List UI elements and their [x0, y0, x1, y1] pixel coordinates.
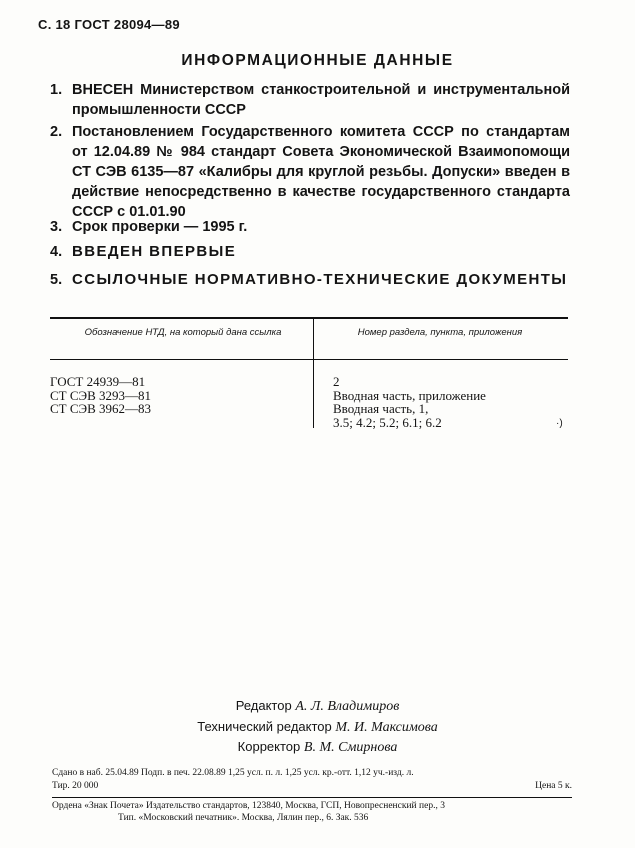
table-column-left: [50, 375, 151, 416]
imprint-line-2: [52, 781, 572, 791]
info-item-3: [50, 217, 570, 237]
table-cell: СТ СЭВ 3962—83: [50, 401, 152, 416]
table-column-right: [333, 375, 486, 429]
imprint-circulation: Тир. 20 000: [52, 781, 99, 791]
item-number: 3.: [50, 219, 63, 235]
credit-line: [0, 696, 635, 717]
item-text: ВНЕСЕН Министерством станкостроительной и инструментальной промышленности СССР: [72, 82, 570, 118]
table-cell: СТ СЭВ 3293—81: [50, 387, 152, 403]
table-top-rule: [50, 317, 568, 319]
item-number: 2.: [50, 124, 63, 140]
credit-role: Корректор: [237, 739, 301, 754]
table-header-rule: [50, 359, 568, 360]
imprint-price: Цена 5 к.: [535, 781, 572, 791]
imprint-line-3: Ордена «Знак Почета» Издательство стандартов, 123840, Москва, ГСП, Новопресненский пер., 3: [52, 801, 445, 811]
credit-name: М. И. Максимова: [335, 719, 438, 735]
credit-line: [0, 717, 635, 738]
table-cell: Вводная часть, 1,: [333, 401, 429, 416]
item-text: ВВЕДЕН ВПЕРВЫЕ: [72, 243, 237, 260]
table-cell: ГОСТ 24939—81: [50, 374, 146, 389]
info-item-2: [50, 122, 570, 222]
table-header-left: Обозначение НТД, на который дана ссылка: [84, 327, 282, 338]
item-number: 4.: [50, 244, 63, 260]
scan-mark: ·): [556, 418, 563, 429]
table-column-divider: [313, 318, 314, 428]
item-text: Постановлением Государственного комитета СССР по стандартам от 12.04.89 № 984 стандарт Совета Экономической Взаимопомощи СТ СЭВ 6135—87 «Калибры для круглой резьбы. Допуски» введен в действие непосредственно в качестве государственного стандарта СССР с 01.01.90: [72, 124, 570, 220]
table-cell: Вводная часть, приложение: [333, 387, 486, 403]
credit-name: А. Л. Владимиров: [295, 699, 400, 714]
item-number: 5.: [50, 272, 63, 288]
credit-name: В. М. Смирнова: [303, 740, 398, 755]
imprint-line-4: Тип. «Московский печатник». Москва, Лялин пер., 6. Зак. 536: [118, 813, 369, 823]
imprint-line-1: Сдано в наб. 25.04.89 Подп. в печ. 22.08.89 1,25 усл. п. л. 1,25 усл. кр.-отт. 1,12 уч.-изд. л.: [52, 768, 414, 778]
info-item-1: [50, 80, 570, 120]
page-title: ИНФОРМАЦИОННЫЕ ДАННЫЕ: [181, 52, 454, 69]
item-number: 1.: [50, 82, 63, 98]
item-text: ССЫЛОЧНЫЕ НОРМАТИВНО-ТЕХНИЧЕСКИЕ ДОКУМЕНТЫ: [72, 271, 568, 288]
item-text: Срок проверки — 1995 г.: [72, 219, 248, 235]
credit-line: [0, 737, 635, 758]
credit-role: Технический редактор: [197, 718, 332, 734]
info-item-5: [50, 270, 570, 290]
page-header: С. 18 ГОСТ 28094—89: [38, 17, 180, 32]
table-cell: 2: [333, 374, 340, 389]
credit-role: Редактор: [235, 698, 292, 713]
credits-block: [0, 696, 635, 758]
imprint-rule: [52, 797, 572, 798]
info-item-4: [50, 242, 570, 262]
table-cell: 3.5; 4.2; 5.2; 6.1; 6.2: [333, 414, 442, 430]
table-header-right: Номер раздела, пункта, приложения: [357, 327, 523, 338]
